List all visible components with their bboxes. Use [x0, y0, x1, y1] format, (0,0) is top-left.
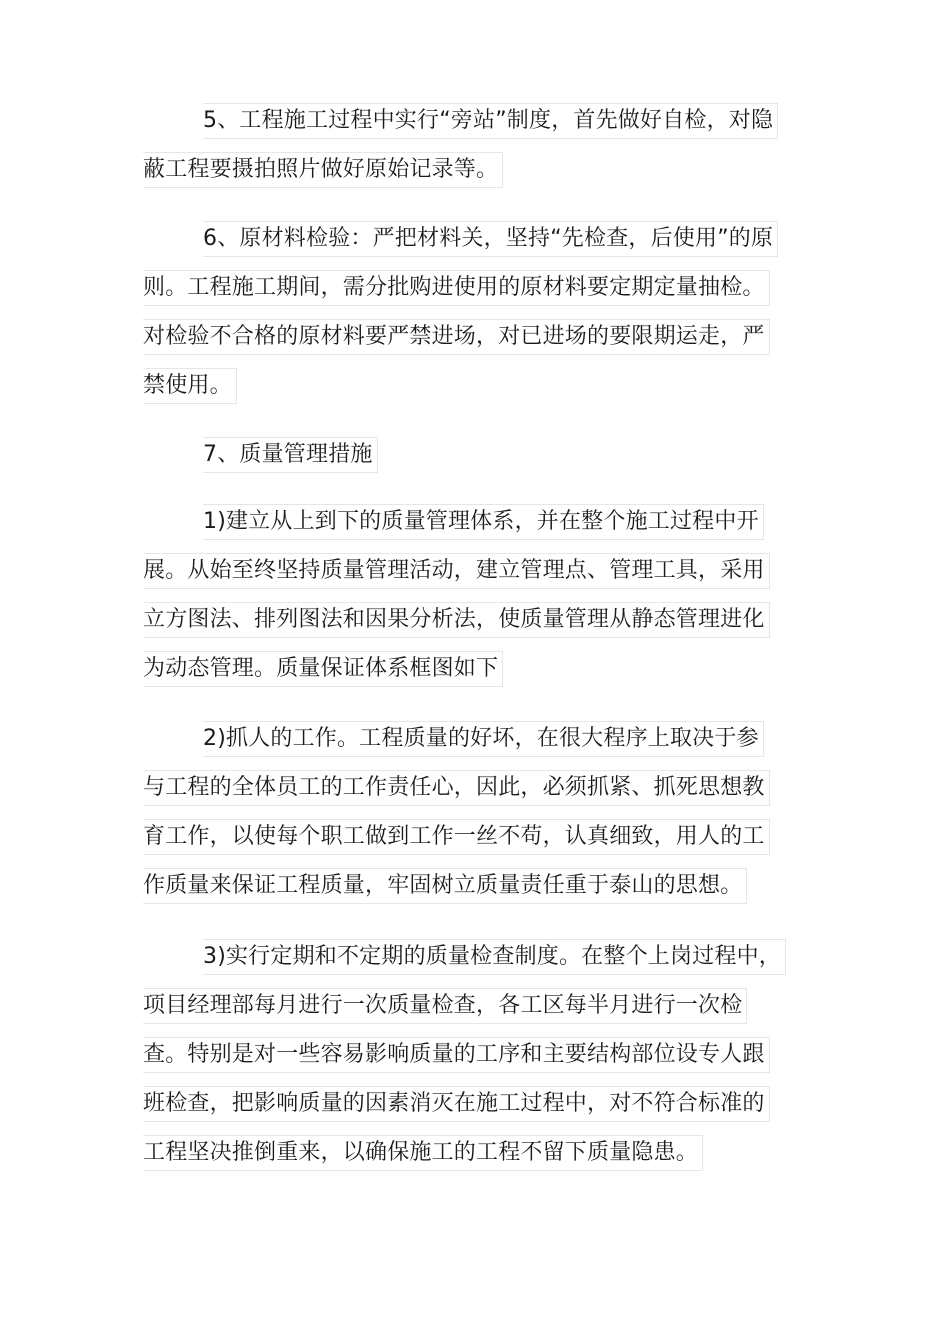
text-line: 蔽工程要摄拍照片做好原始记录等。 — [143, 145, 823, 194]
text-line: 1)建立从上到下的质量管理体系，并在整个施工过程中开 — [143, 497, 823, 546]
text-line: 作质量来保证工程质量，牢固树立质量责任重于泰山的思想。 — [143, 861, 823, 910]
text-line: 展。从始至终坚持质量管理活动，建立管理点、管理工具，采用 — [143, 546, 823, 595]
text-line: 项目经理部每月进行一次质量检查，各工区每半月进行一次检 — [143, 981, 823, 1030]
text-line: 2)抓人的工作。工程质量的好坏，在很大程序上取决于参 — [143, 714, 823, 763]
paragraph-7-2 — [143, 714, 823, 910]
text-line: 工程坚决推倒重来，以确保施工的工程不留下质量隐患。 — [143, 1128, 823, 1177]
text-line: 3)实行定期和不定期的质量检查制度。在整个上岗过程中， — [143, 932, 823, 981]
section-heading-7 — [143, 430, 823, 479]
text-line: 禁使用。 — [143, 361, 823, 410]
text-line: 5、工程施工过程中实行“旁站”制度，首先做好自检，对隐 — [143, 96, 823, 145]
text-line: 则。工程施工期间，需分批购进使用的原材料要定期定量抽检。 — [143, 263, 823, 312]
paragraph-7-1 — [143, 497, 823, 693]
text-line: 为动态管理。质量保证体系框图如下 — [143, 644, 823, 693]
text-line: 查。特别是对一些容易影响质量的工序和主要结构部位设专人跟 — [143, 1030, 823, 1079]
paragraph-7-3 — [143, 932, 823, 1177]
text-line: 育工作，以使每个职工做到工作一丝不苟，认真细致，用人的工 — [143, 812, 823, 861]
paragraph-6 — [143, 214, 823, 410]
paragraph-5 — [143, 96, 823, 194]
text-line: 7、质量管理措施 — [143, 430, 823, 479]
text-line: 对检验不合格的原材料要严禁进场，对已进场的要限期运走，严 — [143, 312, 823, 361]
text-line: 6、原材料检验：严把材料关，坚持“先检查，后使用”的原 — [143, 214, 823, 263]
text-line: 立方图法、排列图法和因果分析法，使质量管理从静态管理进化 — [143, 595, 823, 644]
text-line: 班检查，把影响质量的因素消灭在施工过程中，对不符合标准的 — [143, 1079, 823, 1128]
text-line: 与工程的全体员工的工作责任心，因此，必须抓紧、抓死思想教 — [143, 763, 823, 812]
